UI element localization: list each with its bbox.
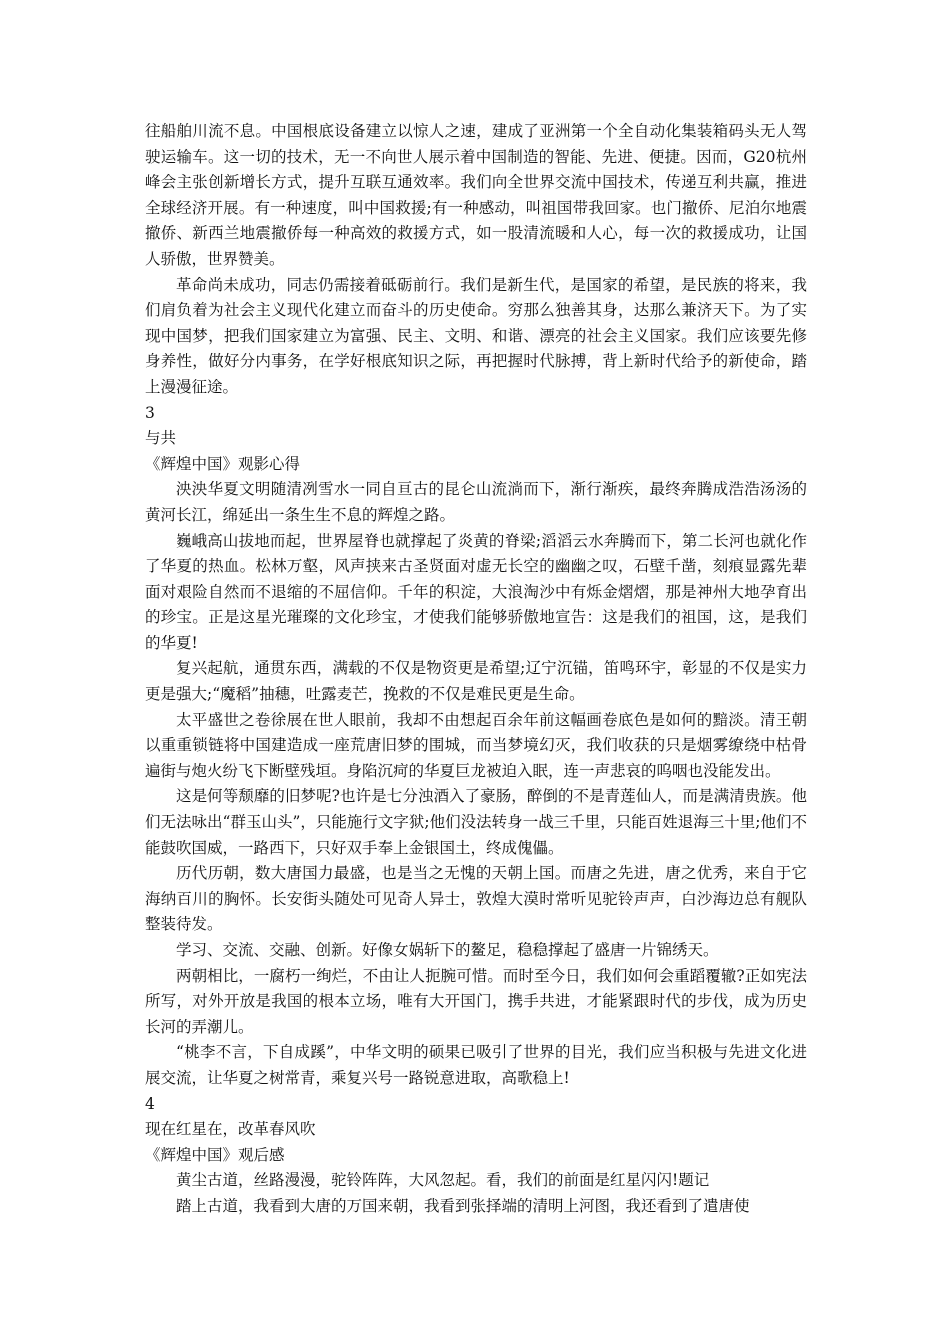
paragraph: 太平盛世之卷徐展在世人眼前，我却不由想起百余年前这幅画卷底色是如何的黯淡。清王朝以重重锁链将中国建造成一座荒唐旧梦的围城，而当梦境幻灭，我们收获的只是烟雾缭绕中枯骨遍街与炮火纷飞下断壁残垣。身陷沉疴的华夏巨龙被迫入眠，连一声悲哀的呜咽也没能发出。 [145,710,807,780]
paragraph: 复兴起航，通贯东西，满载的不仅是物资更是希望;辽宁沉锚，笛鸣环宇，彰显的不仅是实力更是强大;“魔稻”抽穗，吐露麦芒，挽救的不仅是难民更是生命。 [145,659,807,704]
paragraph: 踏上古道，我看到大唐的万国来朝，我看到张择端的清明上河图，我还看到了遣唐使 [176,1196,750,1215]
paragraph: 两朝相比，一腐朽一绚烂，不由让人扼腕可惜。而时至今日，我们如何会重蹈覆辙?正如宪法所写，对外开放是我国的根本立场，唯有大开国门，携手共进，才能紧跟时代的步伐，成为历史长河的弄潮儿。 [145,966,807,1036]
document-page [145,119,807,1220]
paragraph: “桃李不言，下自成蹊”，中华文明的硕果已吸引了世界的目光，我们应当积极与先进文化进展交流，让华夏之树常青，乘复兴号一路锐意进取，高歌稳上! [145,1043,807,1087]
paragraph: 这是何等颓靡的旧梦呢?也许是七分浊酒入了豪肠，醉倒的不是青莲仙人，而是满清贵族。他们无法咏出“群玉山头”，只能施行文字狱;他们没法转身一战三千里，只能百姓退海三十里;他们不能鼓吹国威，一路西下，只好双手奉上金银国土，终成傀儡。 [145,787,807,857]
paragraph: 黄尘古道，丝路漫漫，驼铃阵阵，大风忽起。看，我们的前面是红星闪闪!题记 [176,1171,710,1190]
paragraph: 革命尚未成功，同志仍需接着砥砺前行。我们是新生代，是国家的希望，是民族的将来，我们肩负着为社会主义现代化建立而奋斗的历史使命。穷那么独善其身，达那么兼济天下。为了实现中国梦，把我们国家建立为富强、民主、文明、和谐、漂亮的社会主义国家。我们应该要先修身养性，做好分内事务，在学好根底知识之际，再把握时代脉搏，背上新时代给予的新使命，踏上漫漫征途。 [145,275,807,396]
section-subtitle: 《辉煌中国》观后感 [145,1145,285,1164]
section-title: 现在红星在，改革春风吹 [145,1120,316,1139]
section-title: 与共 [145,429,177,448]
paragraph: 泱泱华夏文明随清冽雪水一同自亘古的昆仑山流淌而下，渐行渐疾，最终奔腾成浩浩汤汤的黄河长江，绵延出一条生生不息的辉煌之路。 [145,480,807,524]
section-number: 4 [145,1094,155,1113]
paragraph: 巍峨高山拔地而起，世界屋脊也就撑起了炎黄的脊梁;滔滔云水奔腾而下，第二长河也就化作了华夏的热血。松林万壑，风声挟来古圣贤面对虚无长空的幽幽之叹，石壁千凿，刻痕显露先辈面对艰险自然而不退缩的不屈信仰。千年的积淀，大浪淘沙中有烁金熠熠，那是神州大地孕育出的珍宝。正是这星光璀璨的文化珍宝，才使我们能够骄傲地宣告：这是我们的祖国，这，是我们的华夏! [145,531,807,652]
paragraph: 历代历朝，数大唐国力最盛，也是当之无愧的天朝上国。而唐之先进，唐之优秀，来自于它海纳百川的胸怀。长安街头随处可见奇人异士，敦煌大漠时常听见驼铃声声，白沙海边总有舰队整装待发。 [145,864,807,934]
section-number: 3 [145,403,155,422]
section-subtitle: 《辉煌中国》观影心得 [145,454,301,473]
paragraph: 学习、交流、交融、创新。好像女娲斩下的鳌足，稳稳撑起了盛唐一片锦绣天。 [176,941,719,959]
paragraph-continued: 往船舶川流不息。中国根底设备建立以惊人之速，建成了亚洲第一个全自动化集装箱码头无人驾驶运输车。这一切的技术，无一不向世人展示着中国制造的智能、先进、便捷。因而，G20杭州峰会主张创新增长方式，提升互联互通效率。我们向全世界交流中国技术，传递互利共赢，推进全球经济开展。有一种速度，叫中国救援;有一种感动，叫祖国带我回家。也门撤侨、尼泊尔地震撤侨、新西兰地震撤侨每一种高效的救援方式，如一股清流暖和人心，每一次的救援成功，让国人骄傲，世界赞美。 [145,122,807,268]
